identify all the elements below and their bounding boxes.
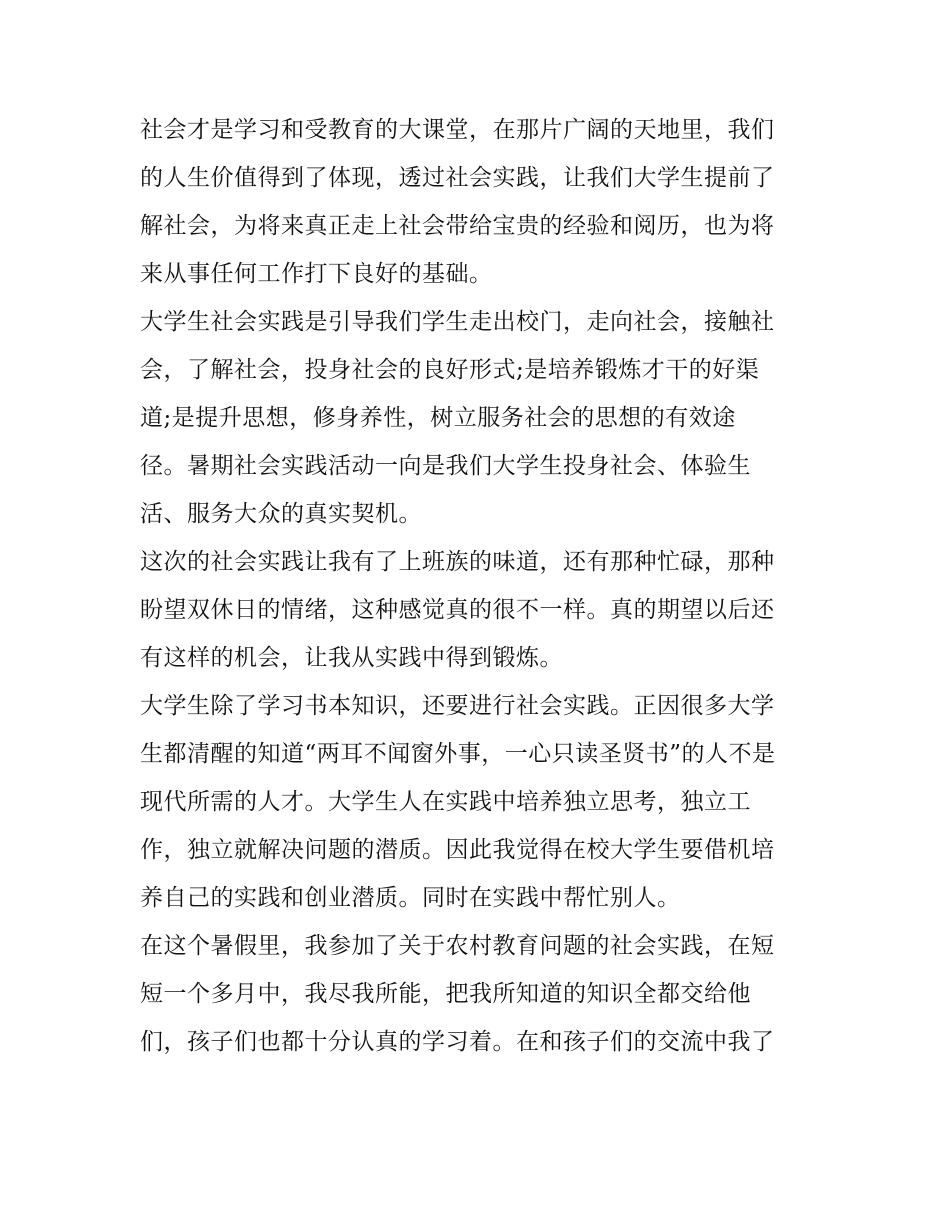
text-line: 有这样的机会，让我从实践中得到锻炼。 — [140, 645, 563, 671]
text-line: 活、服务大众的真实契机。 — [140, 501, 422, 527]
document-body — [140, 106, 820, 1066]
text-line: 这次的社会实践让我有了上班族的味道，还有那种忙碌，那种 — [140, 549, 775, 575]
paragraph — [140, 538, 820, 682]
text-line: 作，独立就解决问题的潜质。因此我觉得在校大学生要借机培 — [140, 837, 775, 863]
text-line: 养自己的实践和创业潜质。同时在实践中帮忙别人。 — [140, 885, 681, 911]
text-line: 们，孩子们也都十分认真的学习着。在和孩子们的交流中我了 — [140, 1029, 775, 1055]
text-line: 解社会，为将来真正走上社会带给宝贵的经验和阅历，也为将 — [140, 213, 775, 239]
text-line: 现代所需的人才。大学生人在实践中培养独立思考，独立工 — [140, 789, 751, 815]
paragraph — [140, 922, 820, 1066]
text-line: 会，了解社会，投身社会的良好形式;是培养锻炼才干的好渠 — [140, 357, 760, 383]
text-line: 短一个多月中，我尽我所能，把我所知道的知识全都交给他 — [140, 981, 751, 1007]
text-line: 的人生价值得到了体现，透过社会实践，让我们大学生提前了 — [140, 165, 775, 191]
text-line: 社会才是学习和受教育的大课堂，在那片广阔的天地里，我们 — [140, 117, 775, 143]
text-line: 在这个暑假里，我参加了关于农村教育问题的社会实践，在短 — [140, 933, 775, 959]
text-line: 盼望双休日的情绪，这种感觉真的很不一样。真的期望以后还 — [140, 597, 775, 623]
text-line: 大学生社会实践是引导我们学生走出校门，走向社会，接触社 — [140, 309, 775, 335]
text-line: 径。暑期社会实践活动一向是我们大学生投身社会、体验生 — [140, 453, 751, 479]
paragraph — [140, 682, 820, 922]
paragraph — [140, 298, 820, 538]
text-line: 生都清醒的知道“两耳不闻窗外事，一心只读圣贤书”的人不是 — [140, 741, 776, 767]
text-line: 道;是提升思想，修身养性，树立服务社会的思想的有效途 — [140, 405, 736, 431]
paragraph — [140, 106, 820, 298]
text-line: 来从事任何工作打下良好的基础。 — [140, 261, 493, 287]
text-line: 大学生除了学习书本知识，还要进行社会实践。正因很多大学 — [140, 693, 775, 719]
